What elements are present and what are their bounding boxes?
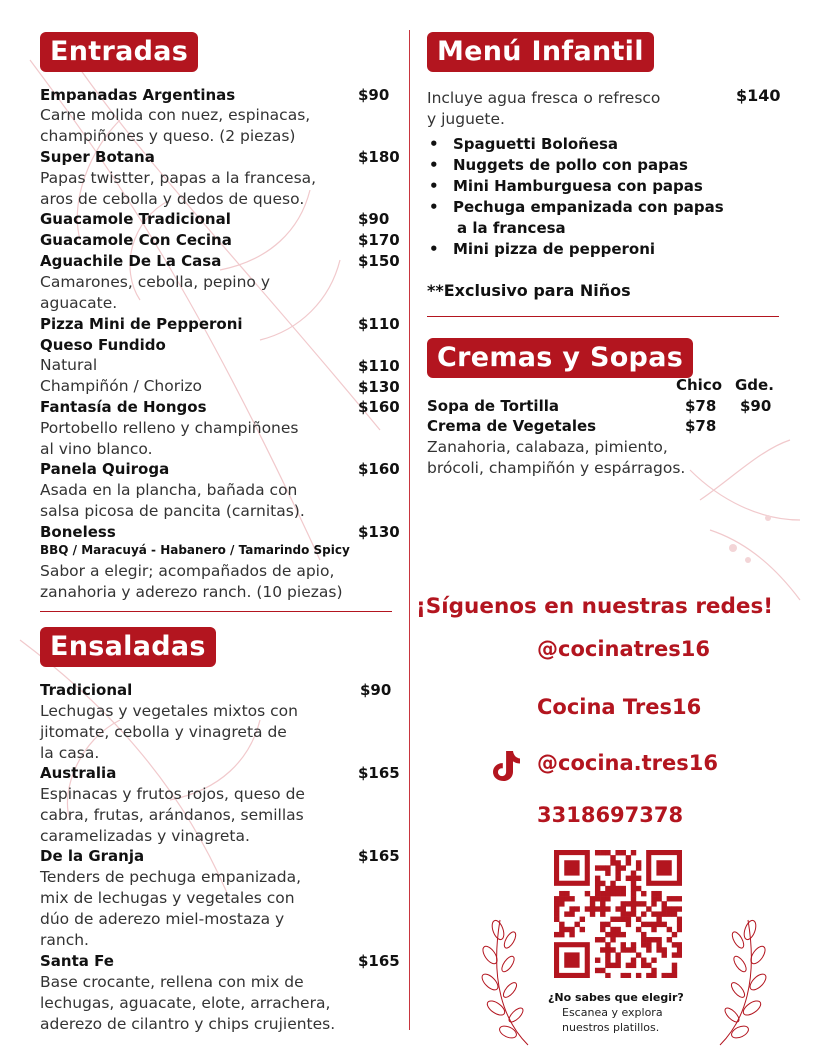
- item-name: Tradicional: [40, 681, 133, 699]
- item-price: $150: [358, 252, 400, 270]
- infantil-price: $140: [736, 86, 781, 105]
- item-desc: mix de lechugas y vegetales con: [40, 889, 295, 907]
- tiktok-handle[interactable]: @cocina.tres16: [537, 751, 718, 775]
- item-desc: Tenders de pechuga empanizada,: [40, 868, 302, 886]
- ensaladas-title: Ensaladas: [40, 627, 216, 667]
- item-desc: ranch.: [40, 931, 89, 949]
- size-header-large: Gde.: [735, 376, 774, 394]
- column-divider: [409, 30, 410, 1030]
- infantil-intro: y juguete.: [427, 110, 505, 128]
- item-desc: cabra, frutas, arándanos, semillas: [40, 806, 304, 824]
- section-divider: [427, 316, 779, 317]
- item-name: Pizza Mini de Pepperoni: [40, 315, 243, 333]
- infantil-items: [427, 134, 724, 260]
- infantil-intro: Incluye agua fresca o refresco: [427, 89, 661, 107]
- item-name: Guacamole Con Cecina: [40, 231, 232, 249]
- item-desc: zanahoria y aderezo ranch. (10 piezas): [40, 583, 343, 601]
- list-item: • Nuggets de pollo con papas: [427, 155, 724, 176]
- infantil-note: **Exclusivo para Niños: [427, 281, 631, 300]
- item-name: Boneless: [40, 523, 116, 541]
- item-price-large: $90: [740, 397, 772, 415]
- item-desc: dúo de aderezo miel-mostaza y: [40, 910, 285, 928]
- item-desc: Base crocante, rellena con mix de: [40, 973, 304, 991]
- phone-number[interactable]: 3318697378: [537, 803, 684, 827]
- facebook-handle[interactable]: Cocina Tres16: [537, 695, 702, 719]
- laurel-right-icon: [700, 900, 770, 1050]
- item-name: De la Granja: [40, 847, 145, 865]
- item-price: $90: [358, 86, 390, 104]
- item-price: $170: [358, 231, 400, 249]
- item-name: Australia: [40, 764, 117, 782]
- item-name: Aguachile De La Casa: [40, 252, 222, 270]
- item-price: $180: [358, 148, 400, 166]
- item-name: Empanadas Argentinas: [40, 86, 236, 104]
- item-desc: caramelizadas y vinagreta.: [40, 827, 250, 845]
- item-price: $160: [358, 460, 400, 478]
- social-heading: ¡Síguenos en nuestras redes!: [416, 594, 774, 619]
- list-item: • Mini Hamburguesa con papas: [427, 176, 724, 197]
- qr-caption-line2: nuestros platillos.: [562, 1021, 660, 1034]
- item-option-label: Champiñón / Chorizo: [40, 377, 203, 395]
- item-price: $165: [358, 764, 400, 782]
- item-desc: Asada en la plancha, bañada con: [40, 481, 298, 499]
- item-option-price: $130: [358, 378, 400, 396]
- entradas-title: Entradas: [40, 32, 198, 72]
- size-header-small: Chico: [676, 376, 723, 394]
- item-desc: lechugas, aguacate, elote, arrachera,: [40, 994, 331, 1012]
- item-flavors: BBQ / Maracuyá - Habanero / Tamarindo Spicy: [40, 543, 350, 557]
- item-name: Fantasía de Hongos: [40, 398, 207, 416]
- item-option-label: Natural: [40, 356, 98, 374]
- item-desc: brócoli, champiñón y espárragos.: [427, 459, 686, 477]
- item-price: $130: [358, 523, 400, 541]
- item-name: Queso Fundido: [40, 336, 166, 354]
- qr-caption-question: ¿No sabes que elegir?: [548, 991, 684, 1004]
- laurel-left-icon: [478, 900, 548, 1050]
- item-desc: jitomate, cebolla y vinagreta de: [40, 723, 287, 741]
- item-price: $90: [360, 681, 392, 699]
- qr-code[interactable]: [554, 850, 682, 978]
- item-desc: aros de cebolla y dedos de queso.: [40, 190, 305, 208]
- item-desc: Carne molida con nuez, espinacas,: [40, 106, 311, 124]
- item-name: Crema de Vegetales: [427, 417, 597, 435]
- item-price-small: $78: [685, 417, 717, 435]
- item-price: $160: [358, 398, 400, 416]
- item-desc: salsa picosa de pancita (carnitas).: [40, 502, 305, 520]
- tiktok-icon: [490, 749, 522, 783]
- item-name: Guacamole Tradicional: [40, 210, 231, 228]
- infantil-title: Menú Infantil: [427, 32, 654, 72]
- cremas-title: Cremas y Sopas: [427, 338, 693, 378]
- qr-caption-line1: Escanea y explora: [562, 1006, 663, 1019]
- item-price: $165: [358, 847, 400, 865]
- list-item-continuation: a la francesa: [457, 219, 566, 237]
- item-desc: Camarones, cebolla, pepino y: [40, 273, 270, 291]
- list-item: • Mini pizza de pepperoni: [427, 239, 724, 260]
- item-desc: Portobello relleno y champiñones: [40, 419, 299, 437]
- section-divider: [40, 611, 392, 612]
- item-name: Sopa de Tortilla: [427, 397, 559, 415]
- item-name: Santa Fe: [40, 952, 114, 970]
- item-price: $165: [358, 952, 400, 970]
- item-desc: aguacate.: [40, 294, 118, 312]
- item-desc: la casa.: [40, 744, 100, 762]
- instagram-handle[interactable]: @cocinatres16: [537, 637, 711, 661]
- item-desc: Espinacas y frutos rojos, queso de: [40, 785, 305, 803]
- item-desc: Sabor a elegir; acompañados de apio,: [40, 562, 335, 580]
- item-desc: Papas twistter, papas a la francesa,: [40, 169, 317, 187]
- item-desc: aderezo de cilantro y chips crujientes.: [40, 1015, 336, 1033]
- list-item: • Pechuga empanizada con papas: [427, 197, 724, 218]
- item-price-small: $78: [685, 397, 717, 415]
- item-name: Panela Quiroga: [40, 460, 170, 478]
- item-name: Super Botana: [40, 148, 155, 166]
- item-desc: champiñones y queso. (2 piezas): [40, 127, 296, 145]
- list-item: • Spaguetti Boloñesa: [427, 134, 724, 155]
- item-price: $110: [358, 315, 400, 333]
- item-desc: Lechugas y vegetales mixtos con: [40, 702, 298, 720]
- item-desc: al vino blanco.: [40, 440, 153, 458]
- item-price: $90: [358, 210, 390, 228]
- item-desc: Zanahoria, calabaza, pimiento,: [427, 438, 668, 456]
- item-option-price: $110: [358, 357, 400, 375]
